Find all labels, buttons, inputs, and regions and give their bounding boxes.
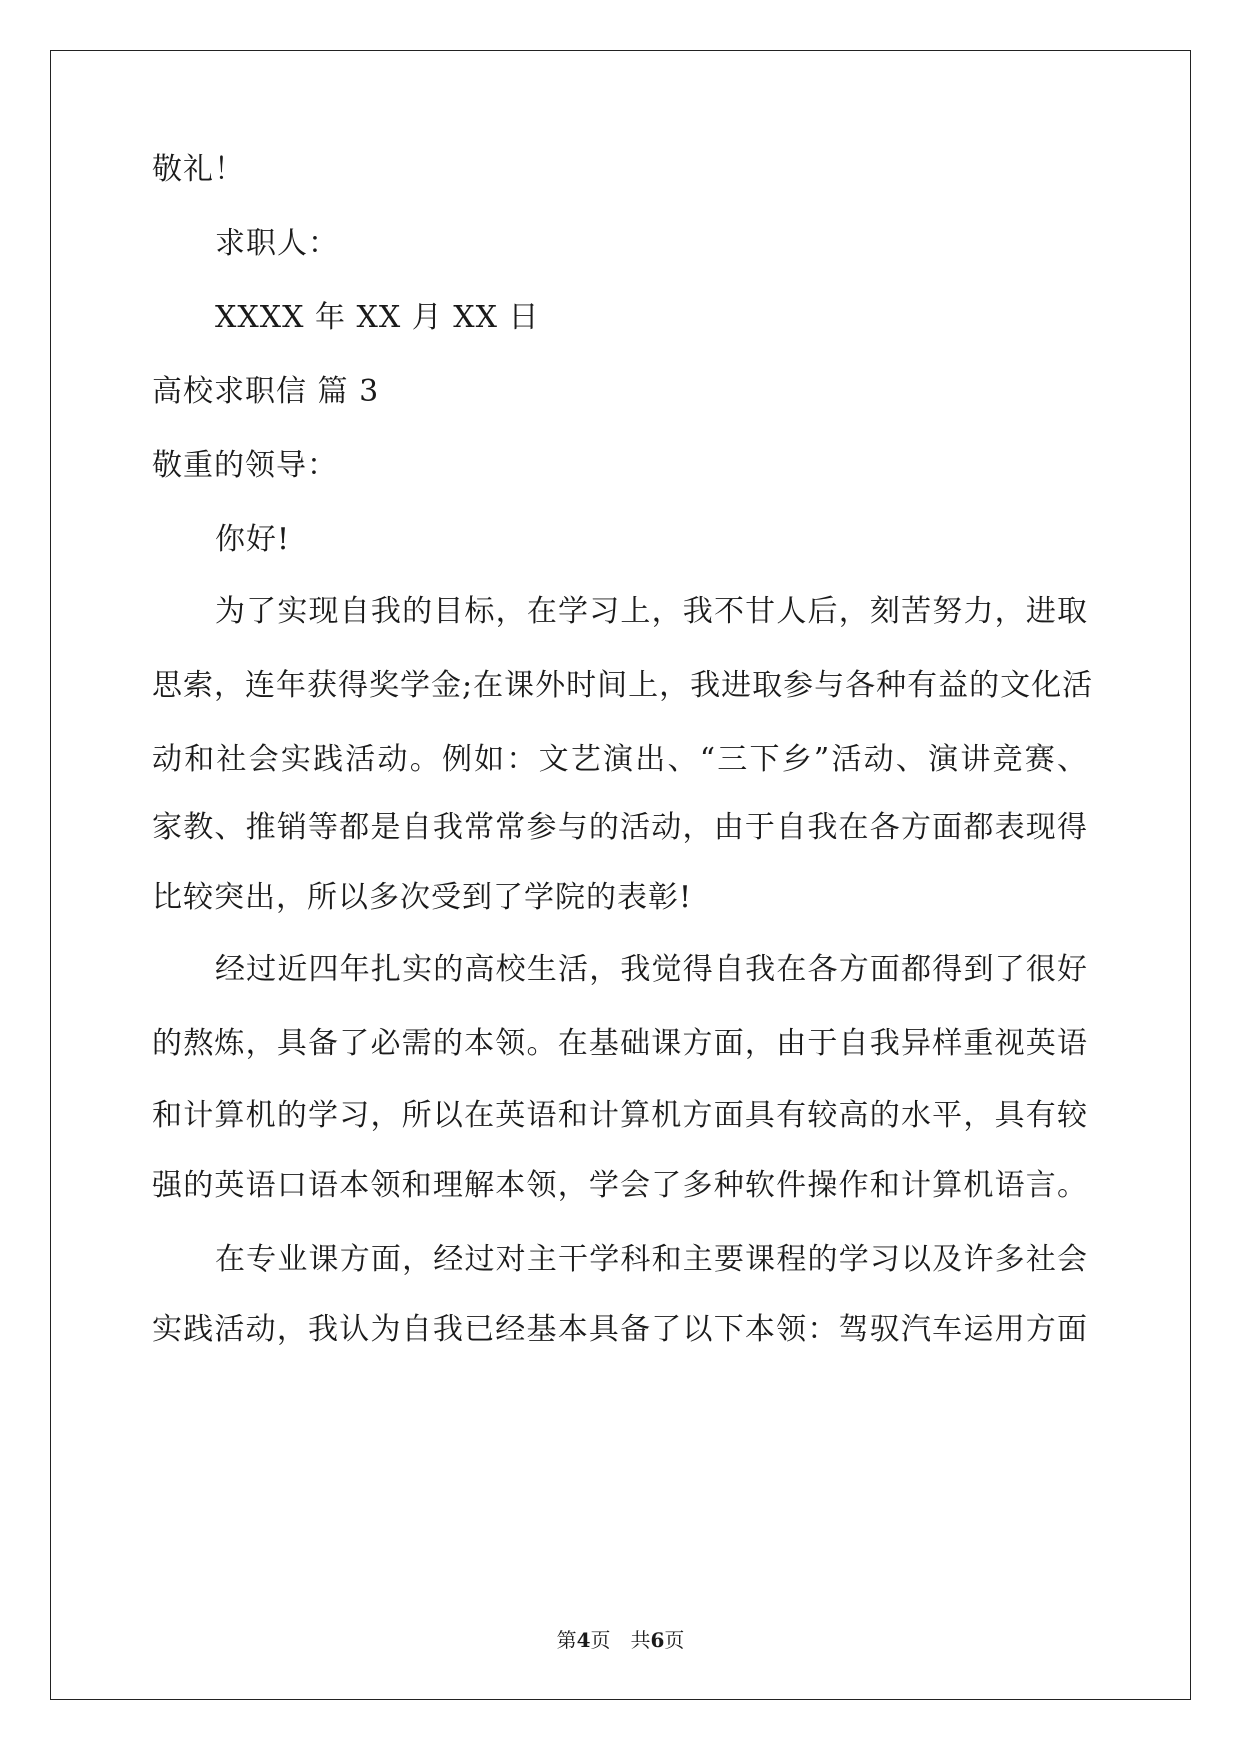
paragraph-line: 强的英语口语本领和理解本领，学会了多种软件操作和计算机语言。 [152, 1168, 1088, 1203]
paragraph-line: 动和社会实践活动。例如：文艺演出、“三下乡”活动、演讲竞赛、 [152, 742, 1088, 777]
paragraph-line: 和计算机的学习，所以在英语和计算机方面具有较高的水平，具有较 [152, 1098, 1088, 1133]
greeting: 你好! [215, 522, 291, 557]
paragraph-line: 经过近四年扎实的高校生活，我觉得自我在各方面都得到了很好 [215, 952, 1088, 987]
current-page: 4 [576, 1628, 591, 1652]
page-suffix: 页 [664, 1628, 685, 1652]
paragraph-line: 的熬炼，具备了必需的本领。在基础课方面，由于自我异样重视英语 [152, 1026, 1088, 1061]
page-number-footer [0, 1628, 1241, 1652]
date-line: XXXX 年 XX 月 XX 日 [215, 300, 540, 335]
closing-salutation: 敬礼！ [152, 152, 245, 187]
paragraph-line: 在专业课方面，经过对主干学科和主要课程的学习以及许多社会 [215, 1242, 1088, 1277]
paragraph-line: 实践活动，我认为自我已经基本具备了以下本领：驾驭汽车运用方面 [152, 1312, 1088, 1347]
applicant-label: 求职人： [215, 226, 339, 261]
section-heading: 高校求职信 篇 3 [152, 374, 380, 409]
page-prefix: 第 [556, 1628, 577, 1652]
paragraph-line: 为了实现自我的目标，在学习上，我不甘人后，刻苦努力，进取 [215, 594, 1088, 629]
paragraph-line: 家教、推销等都是自我常常参与的活动，由于自我在各方面都表现得 [152, 810, 1088, 845]
page-mid: 页 共 [590, 1628, 651, 1652]
paragraph-line: 思索，连年获得奖学金;在课外时间上，我进取参与各种有益的文化活 [152, 668, 1094, 703]
salutation: 敬重的领导： [152, 448, 338, 483]
paragraph-line: 比较突出，所以多次受到了学院的表彰! [152, 880, 693, 915]
total-pages: 6 [650, 1628, 665, 1652]
